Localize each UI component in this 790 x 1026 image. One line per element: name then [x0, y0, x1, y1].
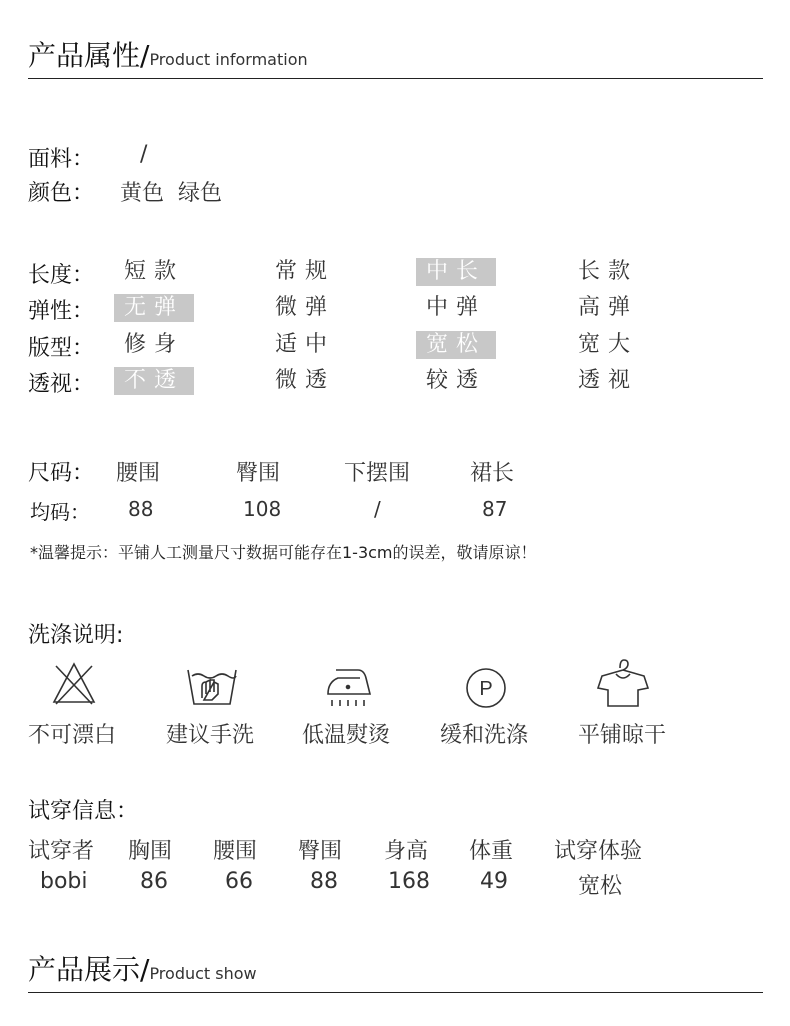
- section-title-zh: 产品属性/: [28, 39, 150, 72]
- tryon-header: 试穿体验: [554, 839, 643, 864]
- attr-option: 微弹: [274, 295, 335, 320]
- section-title-zh: 产品展示/: [28, 953, 150, 986]
- attr-option-selected: 宽松: [416, 331, 496, 359]
- size-header: 臀围: [236, 461, 281, 486]
- attr-label-sheerness: 透视：: [28, 372, 95, 397]
- attr-option: 常规: [274, 259, 335, 284]
- section-header-product-show: [28, 948, 257, 988]
- attr-option: 较透: [425, 368, 486, 393]
- tryon-value: 86: [140, 869, 168, 894]
- size-value: 108: [243, 497, 282, 521]
- care-label: 缓和洗涤: [440, 723, 529, 748]
- attr-option: 微透: [274, 368, 335, 393]
- header-divider: [28, 992, 763, 993]
- tryon-header: 胸围: [128, 839, 173, 864]
- attr-option: 透视: [577, 368, 638, 393]
- fabric-value: /: [140, 142, 148, 167]
- low-iron-icon: [324, 664, 372, 710]
- tryon-header: 腰围: [213, 839, 258, 864]
- attr-label-length: 长度：: [28, 263, 95, 288]
- tryon-value: 宽松: [578, 874, 623, 899]
- dry-clean-p-icon: [464, 666, 508, 710]
- tryon-header: 试穿者: [28, 839, 95, 864]
- care-label: 建议手洗: [166, 723, 255, 748]
- care-title: 洗涤说明:: [28, 623, 124, 648]
- no-bleach-icon: [50, 660, 98, 708]
- tryon-header: 体重: [469, 839, 514, 864]
- size-value: 87: [482, 497, 508, 521]
- attr-label-elasticity: 弹性：: [28, 299, 95, 324]
- attr-option: 短款: [123, 259, 184, 284]
- size-label: 尺码：: [28, 461, 95, 486]
- measurement-note: *温馨提示：平铺人工测量尺寸数据可能存在1-3cm的误差，敬请原谅！: [30, 543, 537, 562]
- size-value: /: [374, 497, 381, 521]
- color-value: 黄色 绿色: [120, 181, 222, 206]
- attr-option: 宽大: [577, 332, 638, 357]
- attr-label-fit: 版型：: [28, 336, 95, 361]
- tryon-header: 臀围: [298, 839, 343, 864]
- size-header: 裙长: [470, 461, 515, 486]
- attr-option-selected: 不透: [114, 367, 194, 395]
- hand-wash-icon: [186, 664, 238, 708]
- tryon-value: 66: [225, 869, 253, 894]
- care-label: 平铺晾干: [578, 723, 667, 748]
- section-header-product-info: [28, 34, 308, 74]
- tryon-value: 88: [310, 869, 338, 894]
- attr-option-selected: 中长: [416, 258, 496, 286]
- header-divider: [28, 78, 763, 79]
- section-title-en: Product information: [149, 50, 308, 69]
- color-label: 颜色：: [28, 181, 95, 206]
- tryon-value: 49: [480, 869, 508, 894]
- tryon-title: 试穿信息：: [28, 799, 139, 824]
- care-label: 不可漂白: [28, 723, 117, 748]
- size-header: 腰围: [116, 461, 161, 486]
- svg-text:P: P: [479, 678, 493, 700]
- attr-option: 中弹: [425, 295, 486, 320]
- size-header: 下摆围: [344, 461, 411, 486]
- tryon-header: 身高: [384, 839, 429, 864]
- attr-option: 修身: [123, 332, 184, 357]
- tryon-value: bobi: [40, 869, 88, 894]
- size-row-label: 均码：: [30, 500, 90, 524]
- section-title-en: Product show: [149, 964, 257, 983]
- tryon-value: 168: [388, 869, 430, 894]
- attr-option-selected: 无弹: [114, 294, 194, 322]
- flat-dry-icon: [596, 658, 650, 710]
- attr-option: 适中: [274, 332, 335, 357]
- attr-option: 高弹: [577, 295, 638, 320]
- fabric-label: 面料：: [28, 147, 95, 172]
- size-value: 88: [128, 497, 154, 521]
- attr-option: 长款: [577, 259, 638, 284]
- care-label: 低温熨烫: [302, 723, 391, 748]
